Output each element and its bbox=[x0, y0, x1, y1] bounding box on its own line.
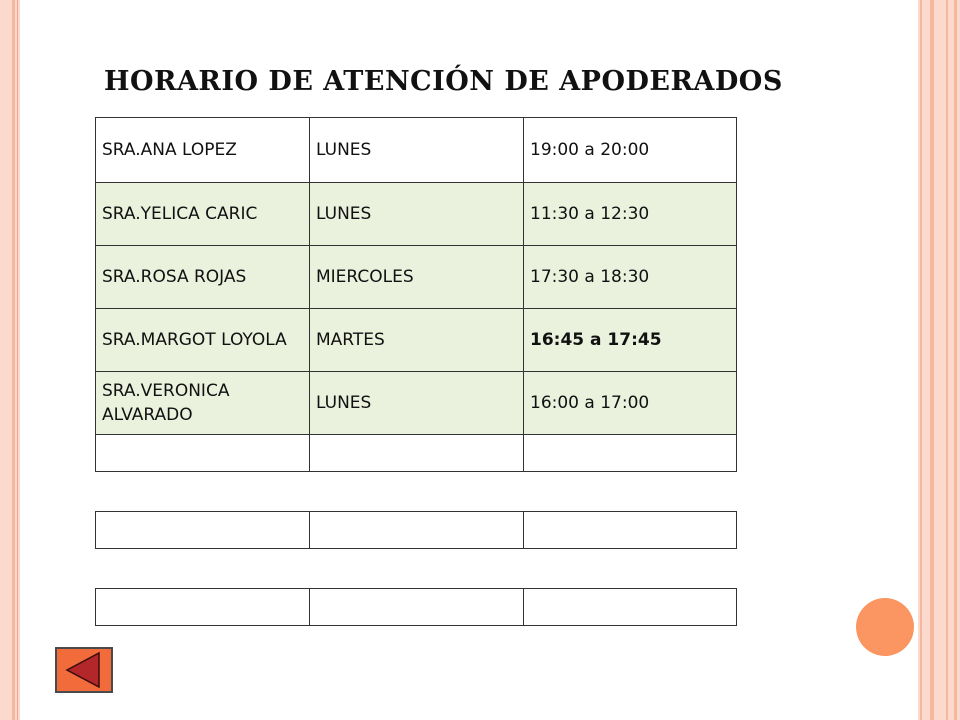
table-row bbox=[96, 309, 737, 372]
back-button[interactable] bbox=[55, 647, 113, 693]
schedule-table bbox=[95, 117, 737, 472]
right-border-stripe bbox=[954, 0, 957, 720]
table-row-empty bbox=[96, 512, 737, 549]
empty-cell bbox=[524, 512, 737, 549]
empty-table bbox=[95, 588, 737, 626]
right-decorative-border bbox=[918, 0, 960, 720]
triangle-left-icon bbox=[57, 649, 111, 691]
time-cell: 19:00 a 20:00 bbox=[524, 118, 737, 183]
table-row bbox=[96, 118, 737, 183]
right-border-stripe bbox=[930, 0, 934, 720]
left-border-line bbox=[17, 0, 18, 720]
teacher-name-cell: SRA.VERONICA ALVARADO bbox=[96, 372, 310, 435]
table-row bbox=[96, 246, 737, 309]
empty-table bbox=[95, 511, 737, 549]
left-decorative-border bbox=[0, 0, 20, 720]
empty-cell bbox=[96, 512, 310, 549]
right-border-stripe bbox=[946, 0, 948, 720]
time-cell: 16:45 a 17:45 bbox=[524, 309, 737, 372]
day-cell: LUNES bbox=[310, 372, 524, 435]
teacher-name-cell: SRA.ANA LOPEZ bbox=[96, 118, 310, 183]
slide-title: HORARIO DE ATENCIÓN DE APODERADOS bbox=[104, 66, 783, 97]
table-row-empty bbox=[96, 589, 737, 626]
empty-cell bbox=[310, 512, 524, 549]
time-cell: 17:30 a 18:30 bbox=[524, 246, 737, 309]
teacher-name-cell: SRA.ROSA ROJAS bbox=[96, 246, 310, 309]
day-cell: LUNES bbox=[310, 183, 524, 246]
time-cell: 11:30 a 12:30 bbox=[524, 183, 737, 246]
day-cell: MARTES bbox=[310, 309, 524, 372]
right-border-stripe bbox=[920, 0, 922, 720]
teacher-name-cell: SRA.MARGOT LOYOLA bbox=[96, 309, 310, 372]
empty-cell bbox=[96, 589, 310, 626]
table-row-empty bbox=[96, 435, 737, 472]
empty-cell bbox=[310, 589, 524, 626]
empty-cell bbox=[310, 435, 524, 472]
decorative-circle bbox=[856, 598, 914, 656]
table-row bbox=[96, 372, 737, 435]
table-row bbox=[96, 183, 737, 246]
empty-cell bbox=[524, 589, 737, 626]
empty-cell bbox=[96, 435, 310, 472]
day-cell: MIERCOLES bbox=[310, 246, 524, 309]
teacher-name-cell: SRA.YELICA CARIC bbox=[96, 183, 310, 246]
empty-cell bbox=[524, 435, 737, 472]
day-cell: LUNES bbox=[310, 118, 524, 183]
time-cell: 16:00 a 17:00 bbox=[524, 372, 737, 435]
